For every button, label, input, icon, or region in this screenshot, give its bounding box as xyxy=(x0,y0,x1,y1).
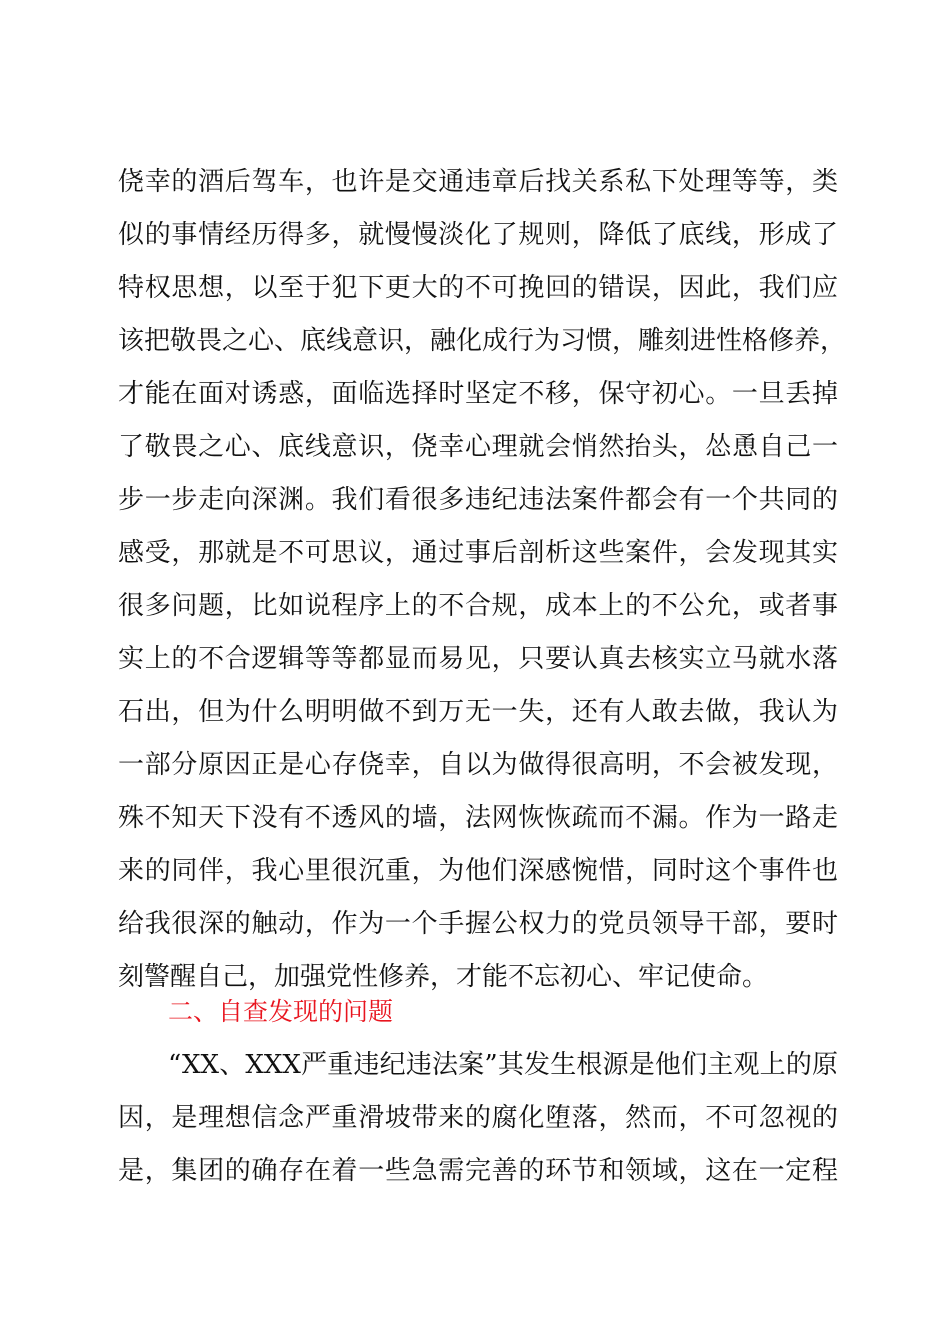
paragraph-line: 殊不知天下没有不透风的墙，法网恢恢疏而不漏。作为一路走 xyxy=(118,803,838,833)
paragraph-line: “XX、XXX严重违纪违法案”其发生根源是他们主观上的原 xyxy=(168,1050,838,1080)
paragraph-line: 感受，那就是不可思议，通过事后剖析这些案件，会发现其实 xyxy=(118,538,838,568)
paragraph-line: 特权思想，以至于犯下更大的不可挽回的错误，因此，我们应 xyxy=(118,273,838,303)
paragraph-line: 刻警醒自己，加强党性修养，才能不忘初心、牢记使命。 xyxy=(118,962,769,992)
paragraph-line: 石出，但为什么明明做不到万无一失，还有人敢去做，我认为 xyxy=(118,697,838,727)
section-heading: 二、自查发现的问题 xyxy=(168,997,394,1026)
paragraph-line: 是，集团的确存在着一些急需完善的环节和领域，这在一定程 xyxy=(118,1156,838,1186)
paragraph-line: 才能在面对诱惑，面临选择时坚定不移，保守初心。一旦丢掉 xyxy=(118,379,838,409)
paragraph-line: 一部分原因正是心存侥幸，自以为做得很高明，不会被发现， xyxy=(118,750,838,780)
paragraph-line: 很多问题，比如说程序上的不合规，成本上的不公允，或者事 xyxy=(118,591,838,621)
paragraph-line: 因，是理想信念严重滑坡带来的腐化堕落，然而，不可忽视的 xyxy=(118,1103,838,1133)
paragraph-line: 步一步走向深渊。我们看很多违纪违法案件都会有一个共同的 xyxy=(118,485,838,515)
paragraph-line: 侥幸的酒后驾车，也许是交通违章后找关系私下处理等等，类 xyxy=(118,167,838,197)
paragraph-line: 该把敬畏之心、底线意识，融化成行为习惯，雕刻进性格修养， xyxy=(118,326,847,356)
paragraph-line: 来的同伴，我心里很沉重，为他们深感惋惜，同时这个事件也 xyxy=(118,856,838,886)
paragraph-line: 似的事情经历得多，就慢慢淡化了规则，降低了底线，形成了 xyxy=(118,220,838,250)
paragraph-line: 实上的不合逻辑等等都显而易见，只要认真去核实立马就水落 xyxy=(118,644,838,674)
paragraph-line: 了敬畏之心、底线意识，侥幸心理就会悄然抬头，怂恿自己一 xyxy=(118,432,838,462)
paragraph-line: 给我很深的触动，作为一个手握公权力的党员领导干部，要时 xyxy=(118,909,838,939)
